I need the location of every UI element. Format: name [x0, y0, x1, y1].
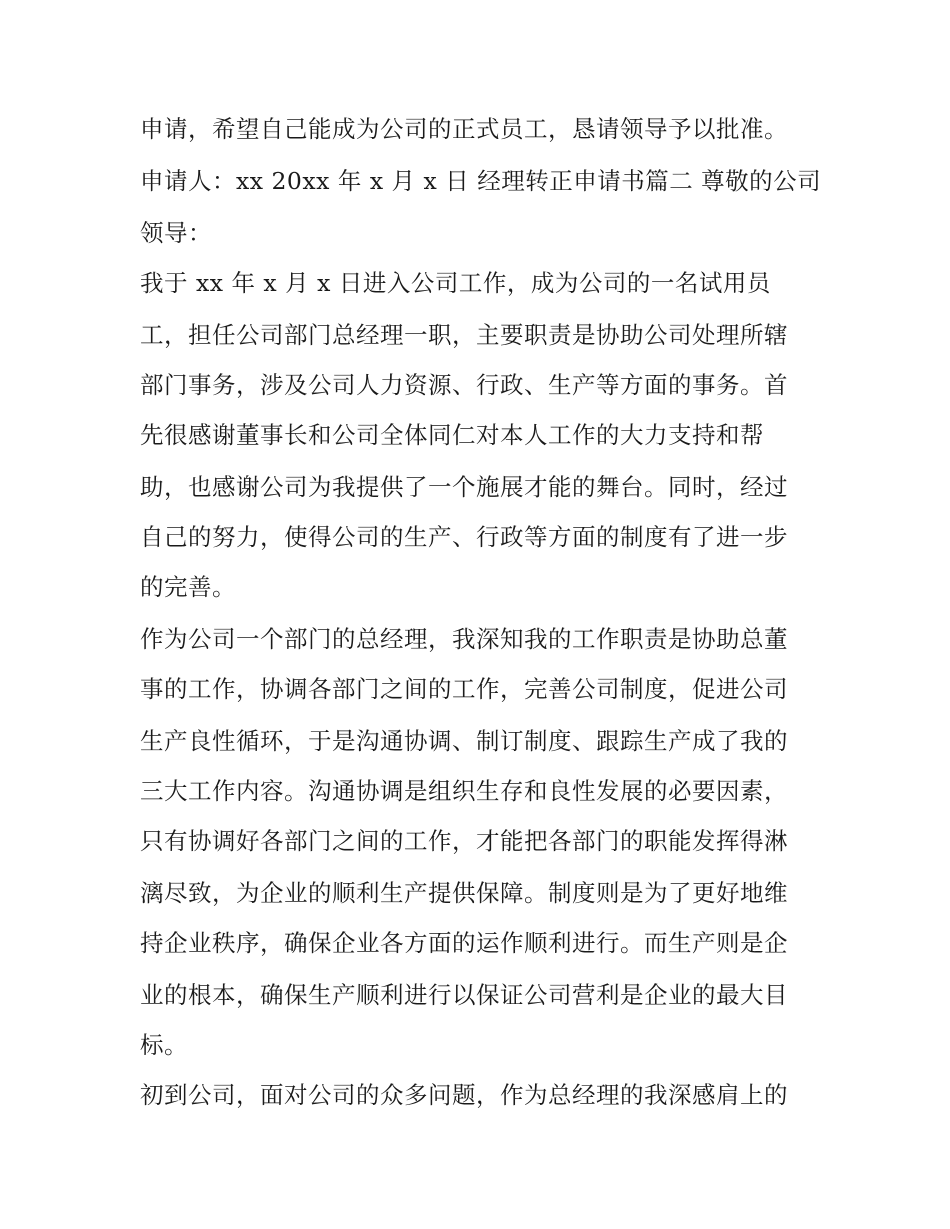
text-line: 自己的努力，使得公司的生产、行政等方面的制度有了进一步 [140, 523, 788, 551]
text-line: 生产良性循环，于是沟通协调、制订制度、跟踪生产成了我的 [140, 727, 788, 755]
text-line: 三大工作内容。沟通协调是组织生存和良性发展的必要因素， [140, 777, 788, 805]
text-line: 只有协调好各部门之间的工作，才能把各部门的职能发挥得淋 [140, 827, 788, 855]
text-line: 先很感谢董事长和公司全体同仁对本人工作的大力支持和帮 [140, 421, 764, 449]
text-line: 业的根本，确保生产顺利进行以保证公司营利是企业的最大目 [140, 981, 788, 1009]
text-line: 我于 xx 年 x 月 x 日进入公司工作，成为公司的一名试用员 [140, 269, 771, 297]
text-line: 的完善。 [140, 573, 236, 601]
text-line: 申请人：xx 20xx 年 x 月 x 日 经理转正申请书篇二 尊敬的公司 [140, 167, 822, 195]
text-line: 申请，希望自己能成为公司的正式员工，恳请领导予以批准。 [140, 115, 788, 143]
text-line: 作为公司一个部门的总经理，我深知我的工作职责是协助总董 [140, 625, 788, 653]
text-line: 助，也感谢公司为我提供了一个施展才能的舞台。同时，经过 [140, 473, 788, 501]
text-line: 持企业秩序，确保企业各方面的运作顺利进行。而生产则是企 [140, 929, 788, 957]
text-line: 漓尽致，为企业的顺利生产提供保障。制度则是为了更好地维 [140, 879, 788, 907]
text-line: 领导： [140, 219, 212, 247]
text-line: 事的工作，协调各部门之间的工作，完善公司制度，促进公司 [140, 675, 788, 703]
text-line: 部门事务，涉及公司人力资源、行政、生产等方面的事务。首 [140, 371, 788, 399]
text-line: 标。 [140, 1031, 188, 1059]
text-line: 工，担任公司部门总经理一职，主要职责是协助公司处理所辖 [140, 321, 788, 349]
text-line: 初到公司，面对公司的众多问题，作为总经理的我深感肩上的 [140, 1081, 788, 1109]
